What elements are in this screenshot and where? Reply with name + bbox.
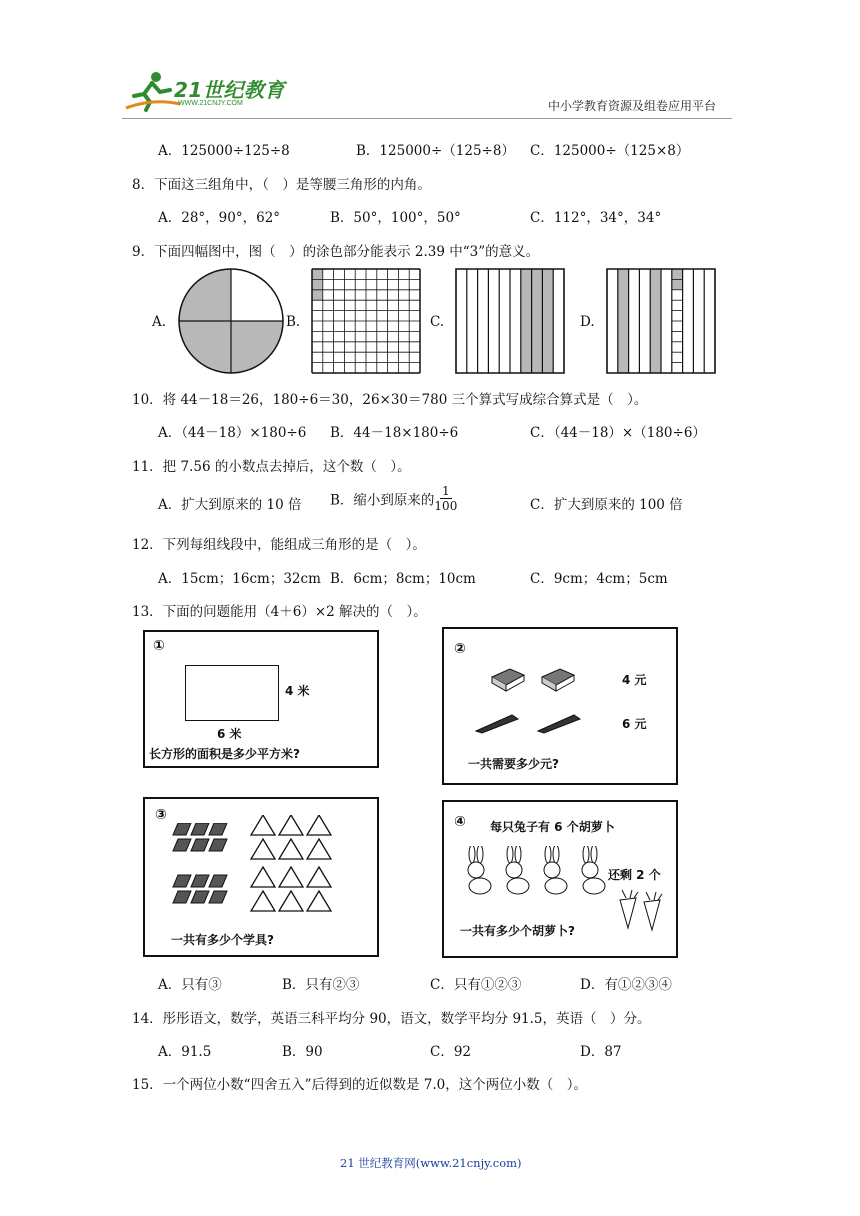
parallelogram-tiles — [171, 823, 231, 923]
panel-question: 一共有多少个学具? — [171, 933, 274, 947]
q9-figure-c-strips — [455, 268, 566, 374]
q7-option-c: C．125000÷（125×8） — [530, 143, 690, 159]
q13-option-b: B．只有②③ — [282, 977, 360, 993]
q11-fraction — [434, 484, 457, 513]
q11-option-c: C．扩大到原来的 100 倍 — [530, 497, 683, 513]
q8-option-c: C．112°，34°，34° — [530, 210, 662, 226]
q13-panel-2 — [442, 627, 678, 785]
q10-option-a: A．（44－18）×180÷6 — [158, 425, 307, 441]
q10-option-c: C．（44－18）×（180÷6） — [530, 425, 706, 441]
q14-option-c: C．92 — [430, 1044, 472, 1060]
q12-stem: 12．下列每组线段中，能组成三角形的是（ ）。 — [132, 537, 426, 553]
pen-icon — [472, 709, 522, 735]
pen-icon — [534, 709, 584, 735]
q8-option-a: A．28°，90°，62° — [158, 210, 281, 226]
q13-option-c: C．只有①②③ — [430, 977, 522, 993]
q9-figure-a-circle — [176, 268, 286, 374]
remaining-label: 还剩 2 个 — [608, 868, 661, 882]
q14-option-d: D．87 — [580, 1044, 622, 1060]
logo-subtext: WWW.21CNJY.COM — [178, 100, 243, 107]
panel-number: ① — [153, 638, 165, 654]
panel-number: ② — [454, 641, 466, 657]
q13-panel-4 — [442, 800, 678, 958]
footer-link[interactable]: 21 世纪教育网(www.21cnjy.com) — [340, 1156, 522, 1170]
q13-option-a: A．只有③ — [158, 977, 222, 993]
bottom-length-label: 6 米 — [217, 727, 242, 741]
q12-option-a: A．15cm；16cm；32cm — [158, 571, 321, 587]
book-icon — [538, 665, 578, 695]
q13-stem: 13．下面的问题能用（4＋6）×2 解决的（ ）。 — [132, 604, 427, 620]
rectangle-shape — [185, 665, 279, 721]
q12-option-b: B．6cm；8cm；10cm — [330, 571, 476, 587]
logo-text: 21世纪教育 — [174, 78, 285, 102]
book-icon — [488, 665, 528, 695]
fraction-numerator: 1 — [442, 484, 450, 498]
q15-stem: 15．一个两位小数“四舍五入”后得到的近似数是 7.0，这个两位小数（ ）。 — [132, 1077, 587, 1093]
triangle-shapes — [249, 815, 335, 919]
q7-option-a: A．125000÷125÷8 — [158, 143, 290, 159]
q10-stem: 10．将 44－18＝26，180÷6＝30，26×30＝780 三个算式写成综合算式是（ ）。 — [132, 392, 648, 408]
q11-option-b-prefix: B．缩小到原来的 — [330, 492, 435, 509]
side-length-label: 4 米 — [285, 684, 310, 698]
q11-option-b — [330, 484, 457, 513]
q10-option-b: B．44－18×180÷6 — [330, 425, 459, 441]
q9-figure-d-strips — [606, 268, 717, 374]
runner-icon — [122, 68, 182, 112]
q11-option-a: A．扩大到原来的 10 倍 — [158, 497, 302, 513]
panel-question: 一共需要多少元? — [468, 757, 559, 771]
site-logo — [122, 68, 292, 112]
pen-price-label: 6 元 — [622, 717, 647, 731]
q14-option-b: B．90 — [282, 1044, 323, 1060]
q8-option-b: B．50°，100°，50° — [330, 210, 461, 226]
q14-option-a: A．91.5 — [158, 1044, 212, 1060]
q13-panel-1 — [143, 630, 379, 768]
header-divider — [122, 118, 732, 119]
q14-stem: 14．彤彤语文，数学，英语三科平均分 90，语文，数学平均分 91.5，英语（ ）分。 — [132, 1011, 651, 1027]
q9-label-d: D. — [580, 314, 595, 330]
panel-question: 一共有多少个胡萝卜? — [460, 924, 575, 938]
q13-option-d: D．有①②③④ — [580, 977, 672, 993]
q9-stem: 9．下面四幅图中，图（ ）的涂色部分能表示 2.39 中“3”的意义。 — [132, 244, 540, 260]
header-platform-text: 中小学教育资源及组卷应用平台 — [548, 99, 717, 113]
carrot-icons — [614, 888, 670, 932]
q9-label-a: A. — [152, 314, 167, 330]
q9-label-b: B. — [286, 314, 301, 330]
q13-panel-3 — [143, 797, 379, 957]
panel-heading: 每只兔子有 6 个胡萝卜 — [490, 820, 615, 834]
panel-number: ④ — [454, 814, 466, 830]
panel-number: ③ — [155, 807, 167, 823]
q9-label-c: C. — [430, 314, 445, 330]
q8-stem: 8．下面这三组角中，（ ）是等腰三角形的内角。 — [132, 177, 431, 193]
q12-option-c: C．9cm；4cm；5cm — [530, 571, 668, 587]
book-price-label: 4 元 — [622, 673, 647, 687]
rabbit-icons — [454, 846, 614, 896]
fraction-denominator: 100 — [434, 499, 458, 513]
panel-question: 长方形的面积是多少平方米? — [149, 747, 300, 761]
q11-stem: 11．把 7.56 的小数点去掉后，这个数（ ）。 — [132, 459, 411, 475]
q9-figure-b-grid — [311, 268, 422, 374]
q7-option-b: B．125000÷（125÷8） — [356, 143, 515, 159]
